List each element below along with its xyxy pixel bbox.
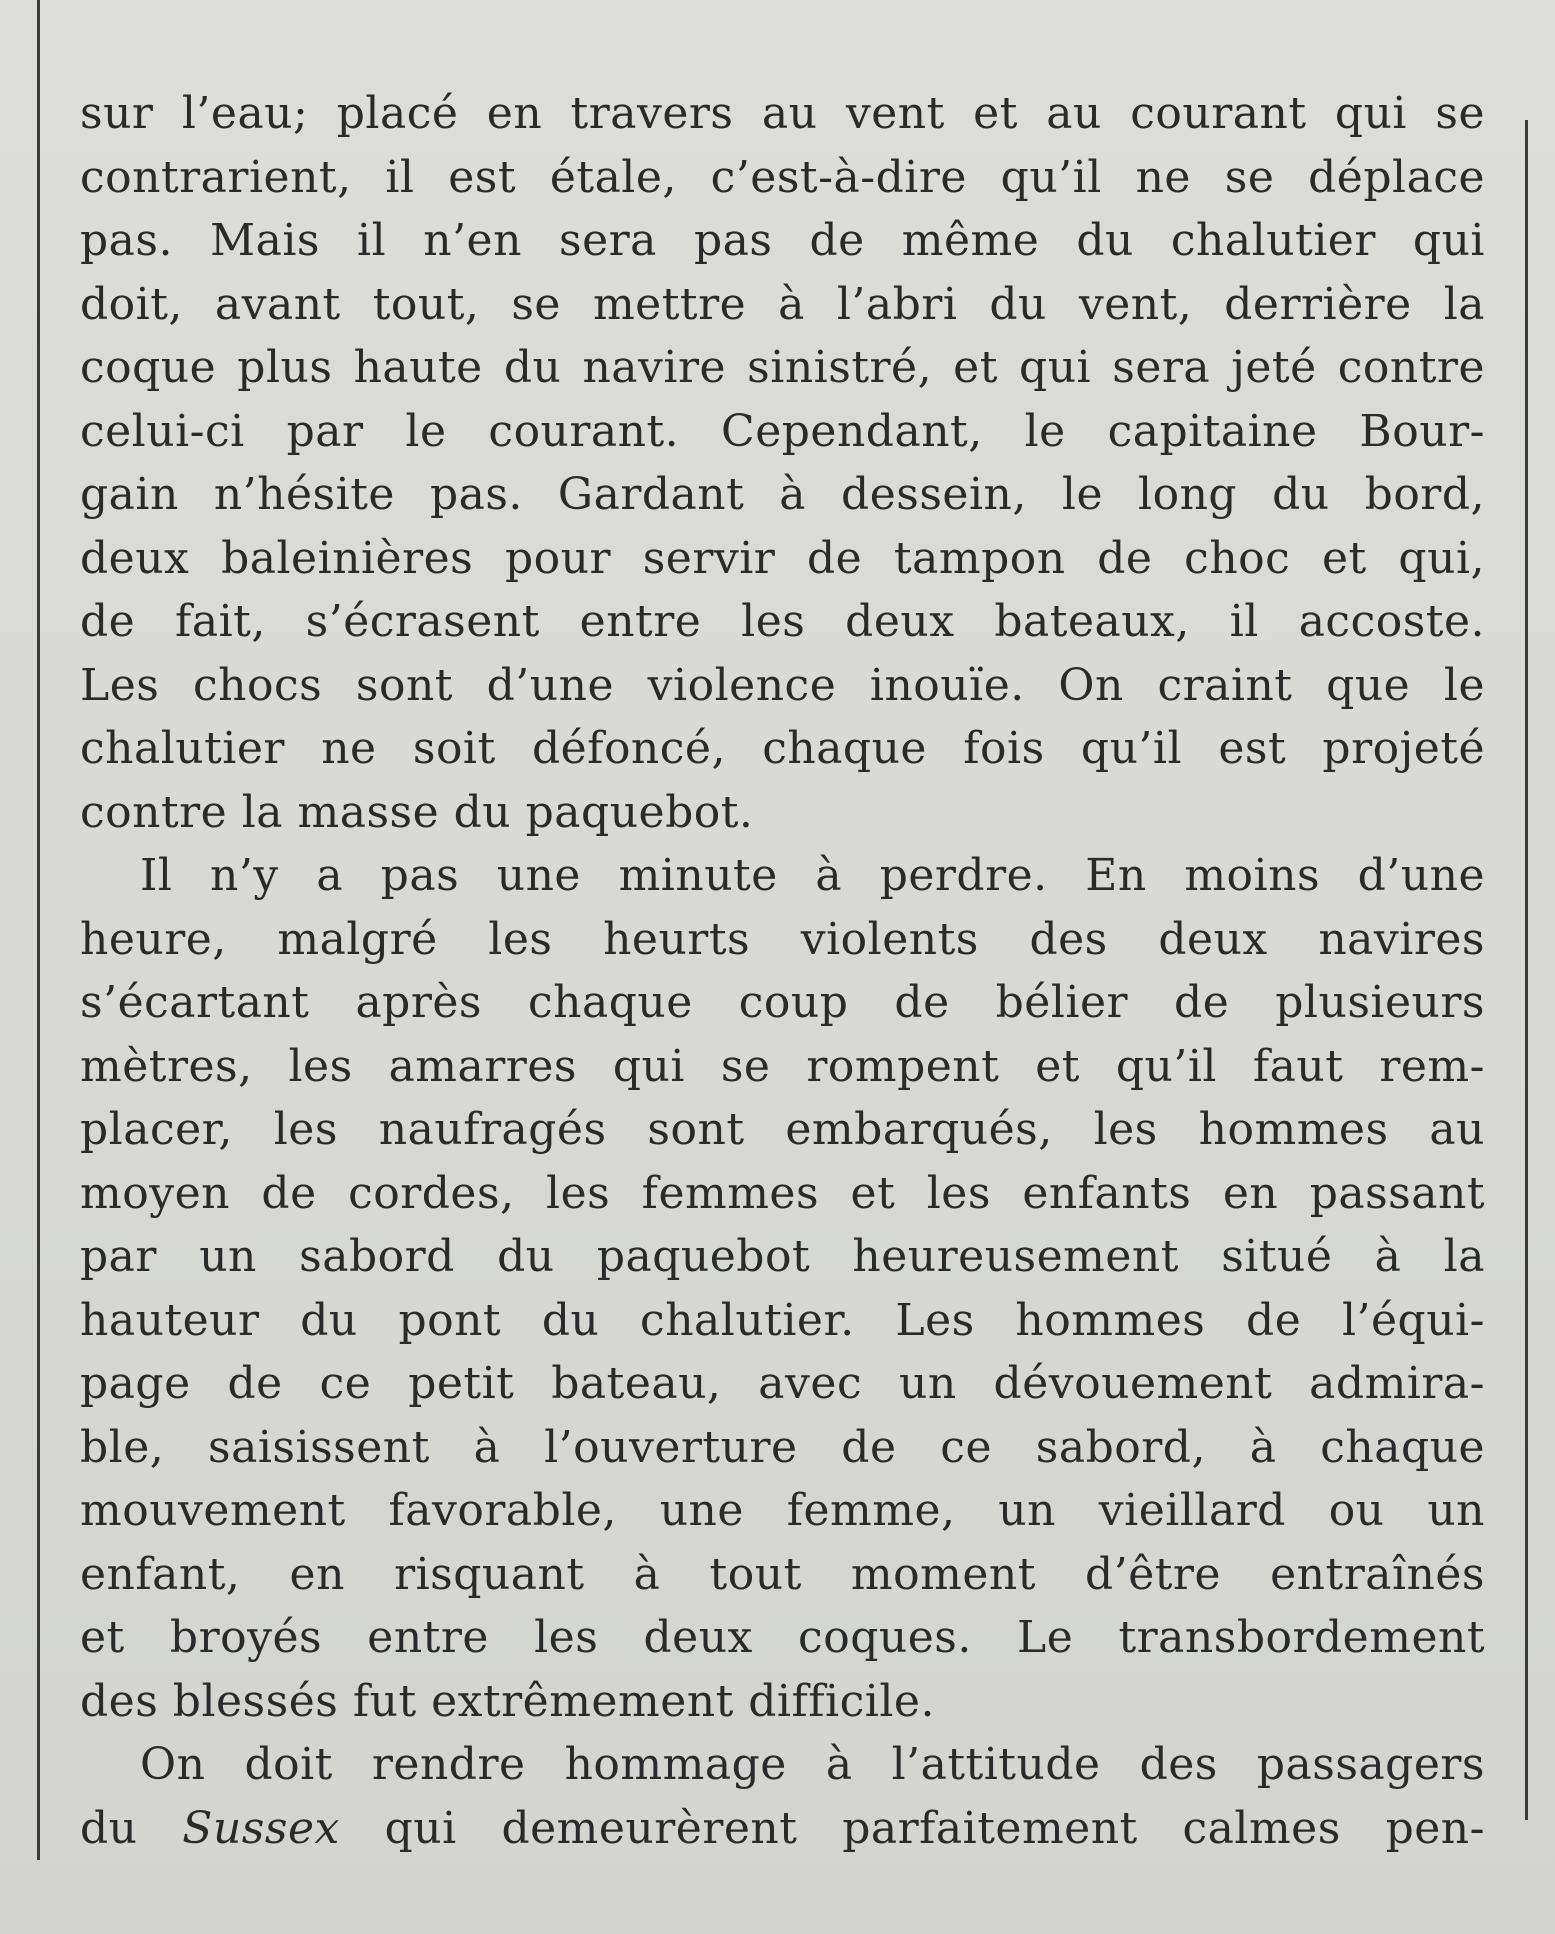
text-line: coque plus haute du navire sinistré, et qui sera jeté contre <box>80 342 1485 393</box>
text-line: de fait, s’écrasent entre les deux bateaux, il accoste. <box>80 596 1485 647</box>
text-line: deux baleinières pour servir de tampon de choc et qui, <box>80 532 1485 584</box>
text-line: placer, les naufragés sont embarqués, les hommes au <box>80 1104 1485 1155</box>
text-line: celui-ci par le courant. Cependant, le capitaine Bour- <box>80 405 1485 457</box>
text-line <box>80 1797 1485 1861</box>
text-line: contre la masse du paquebot. <box>80 786 754 838</box>
text-line: moyen de cordes, les femmes et les enfants en passant <box>80 1167 1485 1219</box>
text-line: et broyés entre les deux coques. Le transbordement <box>80 1612 1485 1663</box>
paragraph-3 <box>80 1733 1485 1860</box>
text-line: par un sabord du paquebot heureusement situé à la <box>80 1231 1485 1282</box>
text-line: sur l’eau; placé en travers au vent et au courant qui se <box>80 88 1485 139</box>
line-prefix: du <box>80 1802 183 1854</box>
text-line: Les chocs sont d’une violence inouïe. On craint que le <box>80 659 1485 711</box>
text-line: enfant, en risquant à tout moment d’être entraînés <box>80 1548 1485 1600</box>
ship-name-italic: Sussex <box>182 1802 340 1854</box>
paragraph-2 <box>80 844 1485 1733</box>
text-line: gain n’hésite pas. Gardant à dessein, le long du bord, <box>80 469 1485 520</box>
text-line: s’écartant après chaque coup de bélier de plusieurs <box>80 977 1485 1028</box>
text-line: chalutier ne soit défoncé, chaque fois qu’il est projeté <box>80 723 1485 774</box>
text-line: ble, saisissent à l’ouverture de ce sabord, à chaque <box>80 1421 1485 1473</box>
text-line: hauteur du pont du chalutier. Les hommes de l’équi- <box>80 1294 1485 1346</box>
text-line: pas. Mais il n’en sera pas de même du chalutier qui <box>80 215 1485 266</box>
text-line: mètres, les amarres qui se rompent et qu’il faut rem- <box>80 1040 1485 1092</box>
text-line: contrarient, il est étale, c’est-à-dire qu’il ne se déplace <box>80 151 1485 203</box>
line-suffix: qui demeurèrent parfaitement calmes pen- <box>339 1802 1485 1854</box>
text-line: doit, avant tout, se mettre à l’abri du vent, derrière la <box>80 278 1485 330</box>
text-line: On doit rendre hommage à l’attitude des passagers <box>140 1739 1485 1790</box>
left-margin-rule <box>37 0 40 1860</box>
right-margin-rule <box>1525 120 1528 1820</box>
text-line: mouvement favorable, une femme, un vieillard ou un <box>80 1485 1485 1536</box>
paragraph-1 <box>80 82 1485 844</box>
text-line: heure, malgré les heurts violents des deux navires <box>80 913 1485 965</box>
text-line: des blessés fut extrêmement difficile. <box>80 1675 935 1727</box>
document-body <box>80 82 1485 1860</box>
text-line: page de ce petit bateau, avec un dévouement admira- <box>80 1358 1485 1409</box>
text-line: Il n’y a pas une minute à perdre. En moins d’une <box>140 850 1485 901</box>
